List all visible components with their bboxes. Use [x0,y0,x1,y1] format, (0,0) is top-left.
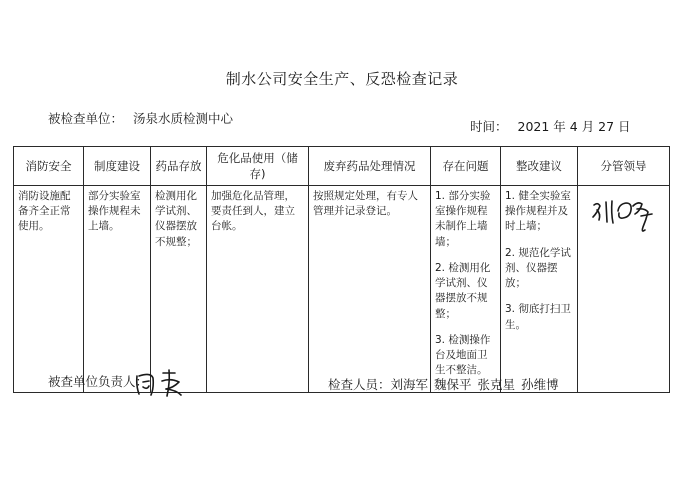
inspectors-label: 检查人员： [328,377,391,392]
cell-drug-storage: 检测用化学试剂、仪器摆放不规整； [151,186,207,393]
suggestion-item: 1. 健全实验室操作规程并及时上墙； [505,190,571,233]
cell-leader-signature [578,186,670,393]
inspected-unit-label: 被检查单位： [48,111,124,126]
header-leader: 分管领导 [578,147,670,186]
leader-signature-icon [588,189,660,237]
table-header-row [14,147,670,186]
problem-item: 1. 部分实验室操作规程未制作上墙墙； [435,190,491,248]
table-row [14,186,670,393]
responsible-label: 被查单位负责人： [48,374,149,389]
cell-problems [431,186,501,393]
cell-system-building: 部分实验室操作规程未上墙。 [84,186,151,393]
date-label: 时间： [470,119,508,134]
header-problems: 存在问题 [431,147,501,186]
cell-waste-disposal: 按照规定处理，有专人管理并记录登记。 [309,186,431,393]
record-title: 制水公司安全生产、反恐检查记录 [225,70,459,88]
inspector-names [391,377,565,392]
inspected-unit-value: 汤泉水质检测中心 [133,111,234,126]
inspected-unit [48,109,233,127]
header-hazmat-use: 危化品使用（储存) [207,147,309,186]
date-value: 2021 年 4 月 27 日 [517,119,631,134]
cell-hazmat-use: 加强危化品管理，要责任到人，建立台帐。 [207,186,309,393]
header-drug-storage: 药品存放 [151,147,207,186]
problem-item: 2. 检测用化学试剂、仪器摆放不规整； [435,261,491,320]
responsible-signature-icon [133,368,191,398]
header-suggestions: 整改建议 [501,147,578,186]
inspector-name: 魏保平 [434,377,472,392]
header-system-building: 制度建设 [84,147,151,186]
inspector-name: 孙维博 [521,377,559,392]
suggestion-item: 2. 规范化学试剂、仪器摆放； [505,246,571,290]
inspectors [328,375,565,393]
header-fire-safety: 消防安全 [14,147,84,186]
suggestion-item: 3. 彻底打扫卫生。 [505,303,571,331]
inspector-name: 张克星 [477,377,516,392]
problem-item: 3. 检测操作台及地面卫生不整洁。 [435,333,491,377]
cell-fire-safety: 消防设施配备齐全正常使用。 [14,186,84,393]
header-waste-disposal: 废弃药品处理情况 [309,147,431,186]
cell-suggestions [501,186,578,393]
inspector-name: 刘海军 [390,377,429,392]
inspection-table [13,146,670,393]
inspection-date [470,117,631,135]
